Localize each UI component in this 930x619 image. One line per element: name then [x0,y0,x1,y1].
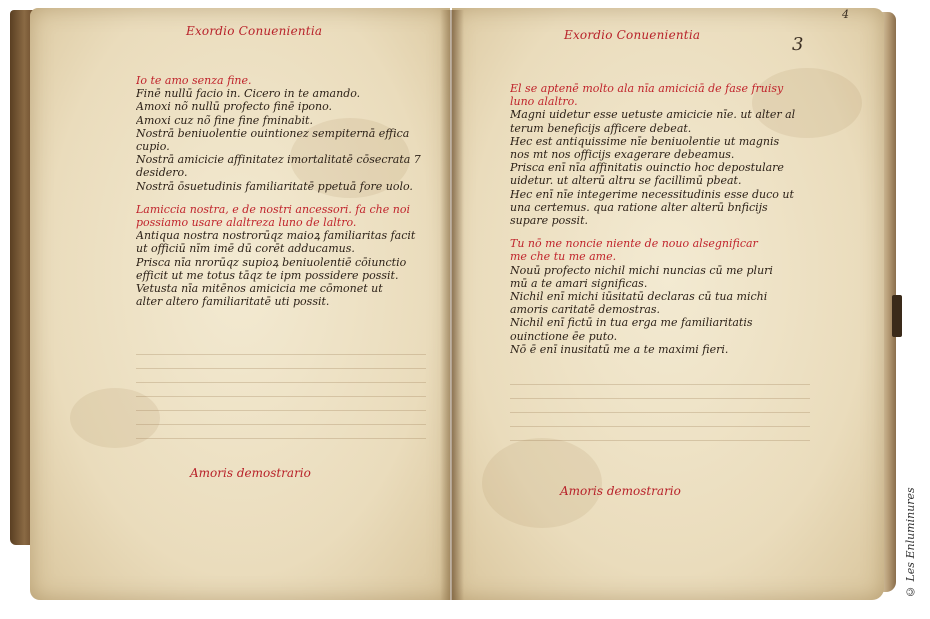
rubric-line: Tu nō me noncie niente de nouo alsegnificar [510,237,758,251]
ruling-line [136,354,426,355]
text-line: ut officiū nīm imē dū corēt adducamus. [136,242,355,256]
text-line: efficit ut me totus tāqz te ipm possidere possit. [136,268,399,282]
text-line: desidero. [136,166,188,180]
text-line: Hec est antiquissime nīe beniuolentie ut magnis [510,134,780,148]
left-footer-rubric: Amoris demostrario [190,466,311,480]
ruling-line [136,438,426,439]
copyright-credit: © Les Enluminures [904,487,917,598]
ruling-line [510,440,810,441]
text-line: uidetur. ut alterū altru se facillimū pbeat. [510,174,742,188]
ruling-line [136,424,426,425]
page-stain [482,438,602,528]
text-line: ouinctione ēe puto. [510,329,618,343]
text-line: Amoxi nõ nullū profecto finē ipono. [136,100,333,114]
left-page [30,8,450,600]
text-line: nos mt nos officijs exagerare debeamus. [510,148,735,162]
text-line: Nichil enī fictū in tua erga me familiaritatis [510,316,753,330]
text-line: Nō ē enī inusitatū me a te maximi fieri. [510,342,729,356]
text-line: mū a te amari significas. [510,276,648,290]
text-line: terum beneficijs afficere debeat. [510,121,692,135]
ruling-line [136,396,426,397]
ruling-line [136,410,426,411]
right-running-header: Exordio Conuenientia [564,28,701,42]
ruling-line [510,398,810,399]
text-line: amoris caritatē demostras. [510,303,661,317]
ruling-line [510,384,810,385]
right-text-section-1 [510,82,830,356]
right-footer-rubric: Amoris demostrario [560,484,681,498]
ruling-line [136,382,426,383]
text-line: Amoxi cuz nõ fine fine fminabit. [136,113,313,127]
right-page [452,8,884,600]
ruling-line [510,412,810,413]
corner-mark: 4 [842,8,849,21]
text-line: Hec enī nīe integerime necessitudinis esse duco ut [510,187,794,201]
text-line: Nouū profecto nichil michi nuncias cū me pluri [510,263,773,277]
folio-number: 3 [792,34,804,55]
text-line: cupio. [136,140,170,154]
book-gutter [440,10,464,600]
text-line: supare possit. [510,214,588,228]
text-line: alter altero familiaritatē uti possit. [136,295,330,309]
text-line: Prisca enī nīa affinitatis ouinctio hoc depostulare [510,161,784,175]
text-line: Nichil enī michi iūsitatū declaras cū tua michi [510,290,768,304]
text-line: una certemus. qua ratione alter alterū bnficijs [510,200,768,214]
text-line: Nostrā ōsuetudinis familiaritatē ppetuā fore uolo. [136,179,413,193]
text-line: Magni uidetur esse uetuste amicicie nīe. ut alter al [510,108,796,122]
text-line: Nostrā beniuolentie ouintionez sempiternā effica [136,126,410,140]
rubric-line: possiamo usare alaltreza luno de laltro. [136,216,357,230]
rubric-line: El se aptenē molto ala nīa amiciciā de fase fruisy [510,82,784,95]
left-running-header: Exordio Conuenientia [186,24,323,38]
text-line: Antiqua nostra nostrorūqz maioꝝ familiaritas facit [136,229,416,243]
text-line: Nostrā amicicie affinitatez imortalitatē cōsecrata 7 [136,153,421,167]
clasp [892,295,902,337]
text-line: Vetusta nīa mitēnos amicicia me cōmonet ut [136,282,383,296]
left-text-section-1 [136,74,436,308]
rubric-line: me che tu me ame. [510,250,617,264]
rubric-line: Io te amo senza fine. [136,74,252,87]
ruling-line [136,368,426,369]
page-stain [70,388,160,448]
rubric-line: luno alaltro. [510,95,578,109]
ruling-line [510,426,810,427]
rubric-line: Lamiccia nostra, e de nostri ancessori. fa che noi [136,202,410,216]
text-line: Prisca nīa nrorūqz supioꝝ beniuolentiē cōiunctio [136,255,407,269]
text-line: Finē nullū facio in. Cicero in te amando. [136,87,361,101]
